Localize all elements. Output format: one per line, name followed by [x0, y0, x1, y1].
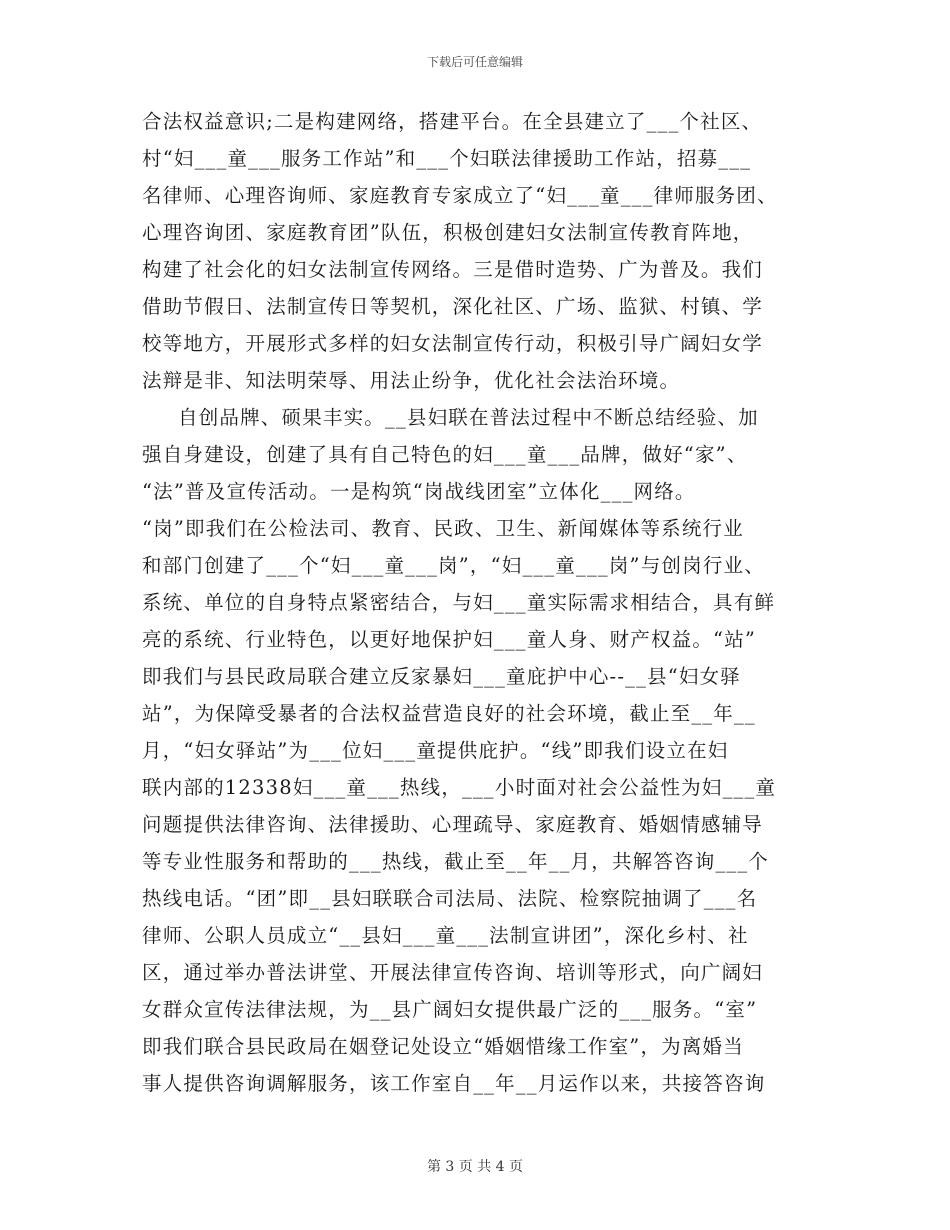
- text-line: 系统、单位的自身特点紧密结合，与妇___童实际需求相结合，具有鲜: [142, 591, 776, 614]
- text-line: 月，“妇女驿站”为___位妇___童提供庇护。“线”即我们设立在妇: [142, 739, 729, 762]
- text-line: 热线电话。“团”即__县妇联联合司法局、法院、检察院抽调了___名: [142, 887, 758, 910]
- text-line: 站”，为保障受暴者的合法权益营造良好的社会环境，截止至__年__: [142, 702, 756, 725]
- text-line: 联内部的12338妇___童___热线，___小时面对社会公益性为妇___童: [142, 776, 777, 799]
- text-line: “法”普及宣传活动。一是构筑“岗战线团室”立体化___网络。: [142, 480, 696, 503]
- text-line: 校等地方，开展形式多样的妇女法制宣传行动，积极引导广阔妇女学: [142, 332, 764, 355]
- text-line: 法辩是非、知法明荣辱、用法止纷争，优化社会法治环境。: [142, 369, 681, 392]
- text-line: 强自身建设，创建了具有自己特色的妇___童___品牌，做好“家”、: [142, 443, 748, 466]
- document-body: [142, 103, 822, 1102]
- text-line: 名律师、心理咨询师、家庭教育专家成立了“妇___童___律师服务团、: [142, 184, 778, 207]
- text-line: 和部门创建了___个“妇___童___岗”，“妇___童___岗”与创岗行业、: [142, 554, 765, 577]
- text-line: 村“妇___童___服务工作站”和___个妇联法律援助工作站，招募___: [142, 147, 752, 170]
- text-line: 自创品牌、硕果丰实。__县妇联在普法过程中不断总结经验、加: [178, 406, 759, 429]
- page-header: 下载后可任意编辑: [426, 55, 523, 69]
- text-line: 事人提供咨询调解服务，该工作室自__年__月运作以来，共接答咨询: [142, 1072, 766, 1095]
- text-line: 律师、公职人员成立“__县妇___童___法制宣讲团”，深化乡村、社: [142, 924, 749, 947]
- text-line: 即我们与县民政局联合建立反家暴妇___童庇护中心--__县“妇女驿: [142, 665, 741, 688]
- text-line: 等专业性服务和帮助的___热线，截止至__年__月，共解答咨询___个: [142, 850, 770, 873]
- text-line: 女群众宣传法律法规，为__县广阔妇女提供最广泛的___服务。“室”: [142, 998, 758, 1021]
- text-line: 亮的系统、行业特色，以更好地保护妇___童人身、财产权益。“站”: [142, 628, 757, 651]
- text-line: 构建了社会化的妇女法制宣传网络。三是借时造势、广为普及。我们: [142, 258, 764, 281]
- text-line: “岗”即我们在公检法司、教育、民政、卫生、新闻媒体等系统行业: [142, 517, 744, 540]
- text-line: 心理咨询团、家庭教育团”队伍，积极创建妇女法制宣传教育阵地，: [142, 221, 754, 244]
- text-line: 即我们联合县民政局在姻登记处设立“婚姻惜缘工作室”，为离婚当: [142, 1035, 744, 1058]
- text-line: 问题提供法律咨询、法律援助、心理疏导、家庭教育、婚姻情感辅导: [142, 813, 764, 836]
- page-footer: 第 3 页 共 4 页: [426, 1159, 524, 1175]
- text-line: 借助节假日、法制宣传日等契机，深化社区、广场、监狱、村镇、学: [142, 295, 764, 318]
- text-line: 合法权益意识;二是构建网络，搭建平台。在全县建立了___个社区、: [142, 110, 763, 133]
- text-line: 区，通过举办普法讲堂、开展法律宣传咨询、培训等形式，向广阔妇: [142, 961, 764, 984]
